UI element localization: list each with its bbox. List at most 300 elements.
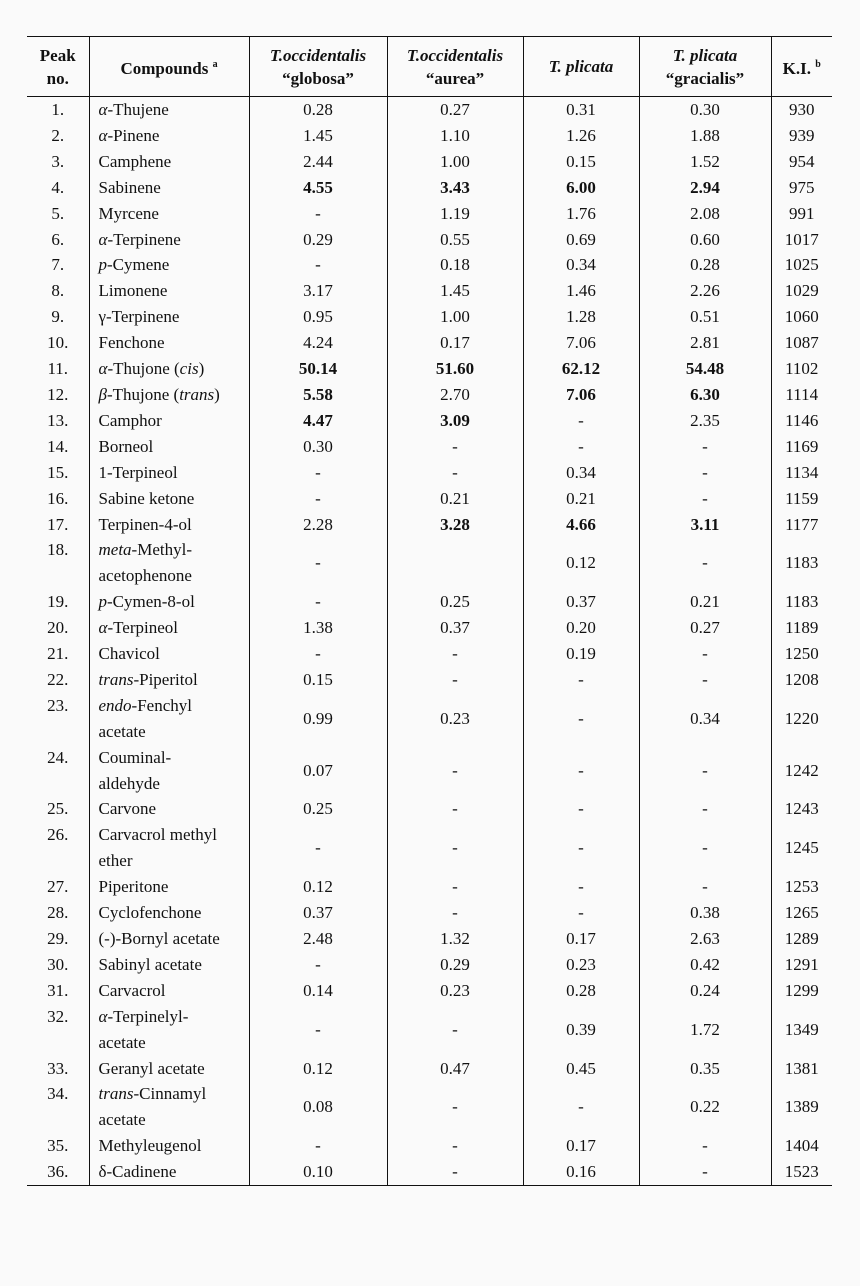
- percentage-cell: 0.10: [249, 1159, 387, 1185]
- percentage-cell: -: [249, 486, 387, 512]
- percentage-cell: 2.26: [639, 278, 771, 304]
- table-row: [27, 745, 832, 797]
- percentage-cell: 0.38: [639, 900, 771, 926]
- percentage-cell: 0.22: [639, 1081, 771, 1133]
- peak-number-cell: 17.: [47, 514, 69, 534]
- table-row: [27, 227, 832, 253]
- peak-number-cell: 13.: [47, 410, 69, 430]
- kovats-index-cell: 1243: [771, 796, 832, 822]
- percentage-cell: -: [387, 822, 523, 874]
- peak-number-cell: 35.: [47, 1136, 69, 1156]
- compound-name-part: p: [98, 592, 107, 612]
- peak-number-cell: 19.: [47, 592, 69, 612]
- table-row: [27, 796, 832, 822]
- percentage-cell: -: [387, 460, 523, 486]
- peak-number-cell: 1.: [51, 100, 65, 119]
- peak-number-cell: 27.: [47, 877, 69, 897]
- percentage-cell: 0.12: [249, 874, 387, 900]
- compound-name-part: acetate: [98, 1110, 146, 1130]
- table-body: [27, 97, 832, 1186]
- compound-name-part: Fenchone: [98, 333, 165, 353]
- percentage-cell: 0.15: [523, 149, 639, 175]
- table-row: [27, 1056, 832, 1082]
- percentage-cell: 0.34: [523, 460, 639, 486]
- percentage-cell: 51.60: [387, 356, 523, 382]
- table-row: [27, 97, 832, 123]
- table-row: [27, 460, 832, 486]
- compound-name-cell: [89, 252, 249, 278]
- peak-number-cell: 20.: [47, 618, 69, 638]
- compound-name-part: β: [98, 384, 107, 404]
- compound-name-cell: [89, 641, 249, 667]
- compound-name-part: cis: [179, 359, 199, 379]
- kovats-index-cell: 939: [771, 123, 832, 149]
- kovats-index-cell: 1087: [771, 330, 832, 356]
- compound-name-part: -Cinnamyl: [133, 1084, 207, 1104]
- percentage-cell: -: [639, 745, 771, 797]
- compound-name-part: trans: [98, 1084, 134, 1104]
- percentage-cell: 0.17: [387, 330, 523, 356]
- kovats-index-cell: 975: [771, 175, 832, 201]
- percentage-cell: 0.45: [523, 1056, 639, 1082]
- compound-name-cell: [89, 123, 249, 149]
- header-compounds-footnote: a: [212, 59, 218, 70]
- percentage-cell: 0.23: [387, 693, 523, 745]
- percentage-cell: 2.48: [249, 926, 387, 952]
- percentage-cell: -: [387, 796, 523, 822]
- compound-table-container: [27, 36, 832, 1186]
- percentage-cell: 0.37: [249, 900, 387, 926]
- compound-name-cell: [89, 486, 249, 512]
- percentage-cell: 0.29: [249, 227, 387, 253]
- percentage-cell: 0.15: [249, 667, 387, 693]
- peak-number-cell: 24.: [47, 747, 69, 767]
- header-col-gracialis: [639, 37, 771, 97]
- peak-number-cell: 32.: [47, 1006, 69, 1026]
- header-col2-name: T.occidentalis: [406, 45, 504, 65]
- peak-number-cell: 14.: [47, 436, 69, 456]
- percentage-cell: 0.14: [249, 978, 387, 1004]
- percentage-cell: 0.37: [523, 589, 639, 615]
- percentage-cell: 2.28: [249, 512, 387, 538]
- kovats-index-cell: 1220: [771, 693, 832, 745]
- percentage-cell: -: [249, 537, 387, 589]
- compound-name-cell: [89, 745, 249, 797]
- compound-name-part: Sabinyl acetate: [98, 954, 202, 974]
- kovats-index-cell: 1177: [771, 512, 832, 538]
- compound-name-part: trans: [98, 669, 134, 689]
- kovats-index-cell: 1242: [771, 745, 832, 797]
- percentage-cell: 1.46: [523, 278, 639, 304]
- compound-name-part: Terpinen-4-ol: [98, 514, 192, 534]
- percentage-cell: -: [523, 693, 639, 745]
- percentage-cell: -: [249, 1133, 387, 1159]
- table-row: [27, 201, 832, 227]
- table-row: [27, 822, 832, 874]
- percentage-cell: 0.17: [523, 1133, 639, 1159]
- compound-name-part: -Terpineol: [107, 618, 178, 638]
- compound-name-part: Cyclofenchone: [98, 903, 202, 923]
- table-row: [27, 304, 832, 330]
- percentage-cell: -: [639, 822, 771, 874]
- compound-name-cell: [89, 1004, 249, 1056]
- compound-name-part: -Thujene: [107, 100, 169, 119]
- peak-number-cell: 22.: [47, 669, 69, 689]
- compound-name-cell: [89, 460, 249, 486]
- percentage-cell: -: [249, 460, 387, 486]
- compound-name-part: -Terpinelyl-: [107, 1006, 189, 1026]
- compound-name-part: -Thujone (: [107, 359, 180, 379]
- kovats-index-cell: 1060: [771, 304, 832, 330]
- compound-name-cell: [89, 874, 249, 900]
- compound-name-part: acetate: [98, 1032, 146, 1052]
- percentage-cell: 2.70: [387, 382, 523, 408]
- table-row: [27, 537, 832, 589]
- percentage-cell: 0.28: [249, 97, 387, 123]
- kovats-index-cell: 1404: [771, 1133, 832, 1159]
- percentage-cell: 50.14: [249, 356, 387, 382]
- kovats-index-cell: 1253: [771, 874, 832, 900]
- percentage-cell: -: [387, 900, 523, 926]
- percentage-cell: 3.11: [639, 512, 771, 538]
- percentage-cell: 0.34: [523, 252, 639, 278]
- table-row: [27, 278, 832, 304]
- peak-number-cell: 12.: [47, 384, 69, 404]
- percentage-cell: [387, 537, 523, 589]
- kovats-index-cell: 1250: [771, 641, 832, 667]
- table-row: [27, 667, 832, 693]
- compound-name-cell: [89, 304, 249, 330]
- kovats-index-cell: 1523: [771, 1159, 832, 1185]
- percentage-cell: 0.99: [249, 693, 387, 745]
- kovats-index-cell: 1291: [771, 952, 832, 978]
- percentage-cell: 0.08: [249, 1081, 387, 1133]
- kovats-index-cell: 1114: [771, 382, 832, 408]
- compound-name-part: γ-Terpinene: [98, 307, 180, 327]
- peak-number-cell: 26.: [47, 825, 69, 845]
- percentage-cell: 0.27: [387, 97, 523, 123]
- compound-name-cell: [89, 227, 249, 253]
- table-row: [27, 926, 832, 952]
- kovats-index-cell: 1102: [771, 356, 832, 382]
- percentage-cell: -: [523, 822, 639, 874]
- peak-number-cell: 7.: [51, 255, 65, 275]
- compound-name-cell: [89, 408, 249, 434]
- kovats-index-cell: 1183: [771, 537, 832, 589]
- compound-name-part: (-)-Bornyl acetate: [98, 929, 220, 948]
- compound-name-part: Camphor: [98, 410, 162, 430]
- peak-number-cell: 30.: [47, 954, 69, 974]
- table-row: [27, 408, 832, 434]
- percentage-cell: 0.25: [387, 589, 523, 615]
- kovats-index-cell: 1208: [771, 667, 832, 693]
- compound-name-part: -Piperitol: [133, 669, 198, 689]
- percentage-cell: 62.12: [523, 356, 639, 382]
- percentage-cell: 0.69: [523, 227, 639, 253]
- compound-name-cell: [89, 900, 249, 926]
- table-row: [27, 874, 832, 900]
- header-col4-name: T. plicata: [672, 45, 738, 65]
- percentage-cell: -: [523, 745, 639, 797]
- percentage-cell: -: [639, 434, 771, 460]
- table-row: [27, 382, 832, 408]
- compound-name-part: Chavicol: [98, 644, 160, 664]
- percentage-cell: 0.21: [523, 486, 639, 512]
- header-compounds-label: Compounds: [120, 59, 209, 78]
- percentage-cell: -: [387, 745, 523, 797]
- percentage-cell: 0.28: [523, 978, 639, 1004]
- percentage-cell: 2.35: [639, 408, 771, 434]
- kovats-index-cell: 1183: [771, 589, 832, 615]
- percentage-cell: 5.58: [249, 382, 387, 408]
- percentage-cell: -: [523, 874, 639, 900]
- table-row: [27, 330, 832, 356]
- percentage-cell: -: [639, 667, 771, 693]
- compound-name-part: 1-Terpineol: [98, 462, 178, 482]
- header-col2-sub: “aurea”: [425, 68, 485, 88]
- compound-name-cell: [89, 330, 249, 356]
- compound-name-cell: [89, 512, 249, 538]
- compound-name-part: Geranyl acetate: [98, 1058, 205, 1078]
- percentage-cell: 6.30: [639, 382, 771, 408]
- percentage-cell: -: [639, 641, 771, 667]
- percentage-cell: 0.55: [387, 227, 523, 253]
- percentage-cell: 0.23: [387, 978, 523, 1004]
- percentage-cell: -: [387, 641, 523, 667]
- kovats-index-cell: 991: [771, 201, 832, 227]
- percentage-cell: 1.00: [387, 304, 523, 330]
- compound-name-part: acetophenone: [98, 566, 192, 586]
- header-col-globosa: [249, 37, 387, 97]
- header-compounds: [89, 37, 249, 97]
- kovats-index-cell: 954: [771, 149, 832, 175]
- percentage-cell: 0.30: [639, 97, 771, 123]
- compound-name-cell: [89, 537, 249, 589]
- compound-name-part: -Methyl-: [131, 540, 192, 560]
- percentage-cell: 2.81: [639, 330, 771, 356]
- peak-number-cell: 15.: [47, 462, 69, 482]
- compound-name-cell: [89, 382, 249, 408]
- compound-name-part: -Pinene: [107, 125, 160, 145]
- percentage-cell: 1.76: [523, 201, 639, 227]
- compound-name-part: Sabine ketone: [98, 488, 195, 508]
- peak-number-cell: 23.: [47, 695, 69, 715]
- percentage-cell: 1.26: [523, 123, 639, 149]
- table-row: [27, 1159, 832, 1185]
- peak-number-cell: 6.: [51, 229, 65, 249]
- percentage-cell: 0.12: [523, 537, 639, 589]
- percentage-cell: -: [639, 537, 771, 589]
- percentage-cell: 4.55: [249, 175, 387, 201]
- header-peak-no: [27, 37, 89, 97]
- peak-number-cell: 33.: [47, 1058, 69, 1078]
- percentage-cell: -: [387, 1081, 523, 1133]
- peak-number-cell: 25.: [47, 799, 69, 819]
- table-header: [27, 37, 832, 97]
- percentage-cell: 0.31: [523, 97, 639, 123]
- percentage-cell: -: [639, 1133, 771, 1159]
- percentage-cell: 0.16: [523, 1159, 639, 1185]
- compound-name-cell: [89, 434, 249, 460]
- percentage-cell: -: [387, 874, 523, 900]
- percentage-cell: -: [249, 252, 387, 278]
- compound-name-part: α: [98, 125, 108, 145]
- compound-name-cell: [89, 952, 249, 978]
- percentage-cell: 0.27: [639, 615, 771, 641]
- compound-name-part: -Cymen-8-ol: [107, 592, 195, 612]
- header-ki-label: K.I.: [782, 59, 812, 78]
- header-ki-footnote: b: [815, 59, 821, 70]
- percentage-cell: 0.21: [387, 486, 523, 512]
- percentage-cell: -: [523, 667, 639, 693]
- table-row: [27, 1004, 832, 1056]
- percentage-cell: -: [387, 434, 523, 460]
- header-peak-line1: Peak: [39, 45, 76, 65]
- compound-name-part: Couminal-: [98, 747, 172, 767]
- peak-number-cell: 29.: [47, 929, 69, 948]
- compound-name-cell: [89, 1056, 249, 1082]
- compound-name-part: -Fenchyl: [131, 695, 192, 715]
- compound-name-part: ): [214, 384, 220, 404]
- percentage-cell: 7.06: [523, 330, 639, 356]
- percentage-cell: 4.66: [523, 512, 639, 538]
- compound-name-part: Sabinene: [98, 177, 161, 197]
- percentage-cell: 0.07: [249, 745, 387, 797]
- kovats-index-cell: 1389: [771, 1081, 832, 1133]
- header-peak-line2: no.: [46, 68, 69, 88]
- percentage-cell: -: [639, 796, 771, 822]
- compound-name-part: Carvacrol: [98, 980, 166, 1000]
- percentage-cell: -: [249, 822, 387, 874]
- compound-name-part: p: [98, 255, 107, 275]
- kovats-index-cell: 930: [771, 97, 832, 123]
- percentage-cell: 1.32: [387, 926, 523, 952]
- table-row: [27, 1133, 832, 1159]
- essential-oil-compounds-table: [27, 36, 832, 1186]
- header-col-plicata: [523, 37, 639, 97]
- compound-name-part: -Cymene: [107, 255, 170, 275]
- peak-number-cell: 31.: [47, 980, 69, 1000]
- table-row: [27, 252, 832, 278]
- percentage-cell: -: [387, 1159, 523, 1185]
- table-row: [27, 356, 832, 382]
- header-col1-name: T.occidentalis: [269, 45, 367, 65]
- compound-name-part: acetate: [98, 721, 146, 741]
- percentage-cell: 0.19: [523, 641, 639, 667]
- table-row: [27, 486, 832, 512]
- percentage-cell: 0.34: [639, 693, 771, 745]
- percentage-cell: 2.44: [249, 149, 387, 175]
- peak-number-cell: 8.: [51, 281, 65, 301]
- percentage-cell: 2.94: [639, 175, 771, 201]
- percentage-cell: 0.30: [249, 434, 387, 460]
- percentage-cell: 4.47: [249, 408, 387, 434]
- percentage-cell: 1.38: [249, 615, 387, 641]
- header-row: [27, 37, 832, 97]
- peak-number-cell: 28.: [47, 903, 69, 923]
- kovats-index-cell: 1265: [771, 900, 832, 926]
- percentage-cell: 0.39: [523, 1004, 639, 1056]
- compound-name-cell: [89, 822, 249, 874]
- percentage-cell: -: [523, 408, 639, 434]
- percentage-cell: 1.45: [249, 123, 387, 149]
- compound-name-part: α: [98, 100, 108, 119]
- compound-name-cell: [89, 1081, 249, 1133]
- percentage-cell: -: [639, 1159, 771, 1185]
- peak-number-cell: 2.: [51, 125, 65, 145]
- compound-name-cell: [89, 615, 249, 641]
- percentage-cell: 1.10: [387, 123, 523, 149]
- kovats-index-cell: 1134: [771, 460, 832, 486]
- table-row: [27, 693, 832, 745]
- percentage-cell: 0.37: [387, 615, 523, 641]
- peak-number-cell: 4.: [51, 177, 65, 197]
- compound-name-part: α: [98, 618, 108, 638]
- percentage-cell: 0.25: [249, 796, 387, 822]
- percentage-cell: 0.29: [387, 952, 523, 978]
- percentage-cell: 0.23: [523, 952, 639, 978]
- table-row: [27, 434, 832, 460]
- kovats-index-cell: 1299: [771, 978, 832, 1004]
- compound-name-part: Piperitone: [98, 877, 169, 897]
- percentage-cell: 7.06: [523, 382, 639, 408]
- percentage-cell: 54.48: [639, 356, 771, 382]
- percentage-cell: -: [387, 1133, 523, 1159]
- header-ki: [771, 37, 832, 97]
- percentage-cell: -: [523, 1081, 639, 1133]
- kovats-index-cell: 1245: [771, 822, 832, 874]
- compound-name-cell: [89, 356, 249, 382]
- compound-name-cell: [89, 926, 249, 952]
- percentage-cell: 1.19: [387, 201, 523, 227]
- percentage-cell: -: [249, 952, 387, 978]
- table-row: [27, 123, 832, 149]
- percentage-cell: 0.60: [639, 227, 771, 253]
- percentage-cell: 0.28: [639, 252, 771, 278]
- percentage-cell: 0.21: [639, 589, 771, 615]
- percentage-cell: 1.88: [639, 123, 771, 149]
- compound-name-cell: [89, 693, 249, 745]
- peak-number-cell: 9.: [51, 307, 65, 327]
- kovats-index-cell: 1017: [771, 227, 832, 253]
- compound-name-part: α: [98, 229, 108, 249]
- peak-number-cell: 11.: [47, 359, 69, 379]
- percentage-cell: -: [523, 796, 639, 822]
- header-col3-name: T. plicata: [548, 57, 614, 76]
- percentage-cell: 0.20: [523, 615, 639, 641]
- compound-name-part: Carvone: [98, 799, 157, 819]
- percentage-cell: 3.28: [387, 512, 523, 538]
- percentage-cell: 2.63: [639, 926, 771, 952]
- compound-name-part: Myrcene: [98, 203, 159, 223]
- percentage-cell: 4.24: [249, 330, 387, 356]
- table-row: [27, 952, 832, 978]
- percentage-cell: 1.52: [639, 149, 771, 175]
- compound-name-part: meta: [98, 540, 132, 560]
- compound-name-cell: [89, 589, 249, 615]
- compound-name-part: ether: [98, 851, 133, 871]
- percentage-cell: 0.95: [249, 304, 387, 330]
- compound-name-cell: [89, 201, 249, 227]
- peak-number-cell: 16.: [47, 488, 69, 508]
- header-col1-sub: “globosa”: [282, 68, 354, 88]
- peak-number-cell: 10.: [47, 333, 69, 353]
- compound-name-part: -Thujone (: [106, 384, 180, 404]
- header-col-aurea: [387, 37, 523, 97]
- compound-name-cell: [89, 149, 249, 175]
- percentage-cell: -: [639, 874, 771, 900]
- percentage-cell: -: [523, 900, 639, 926]
